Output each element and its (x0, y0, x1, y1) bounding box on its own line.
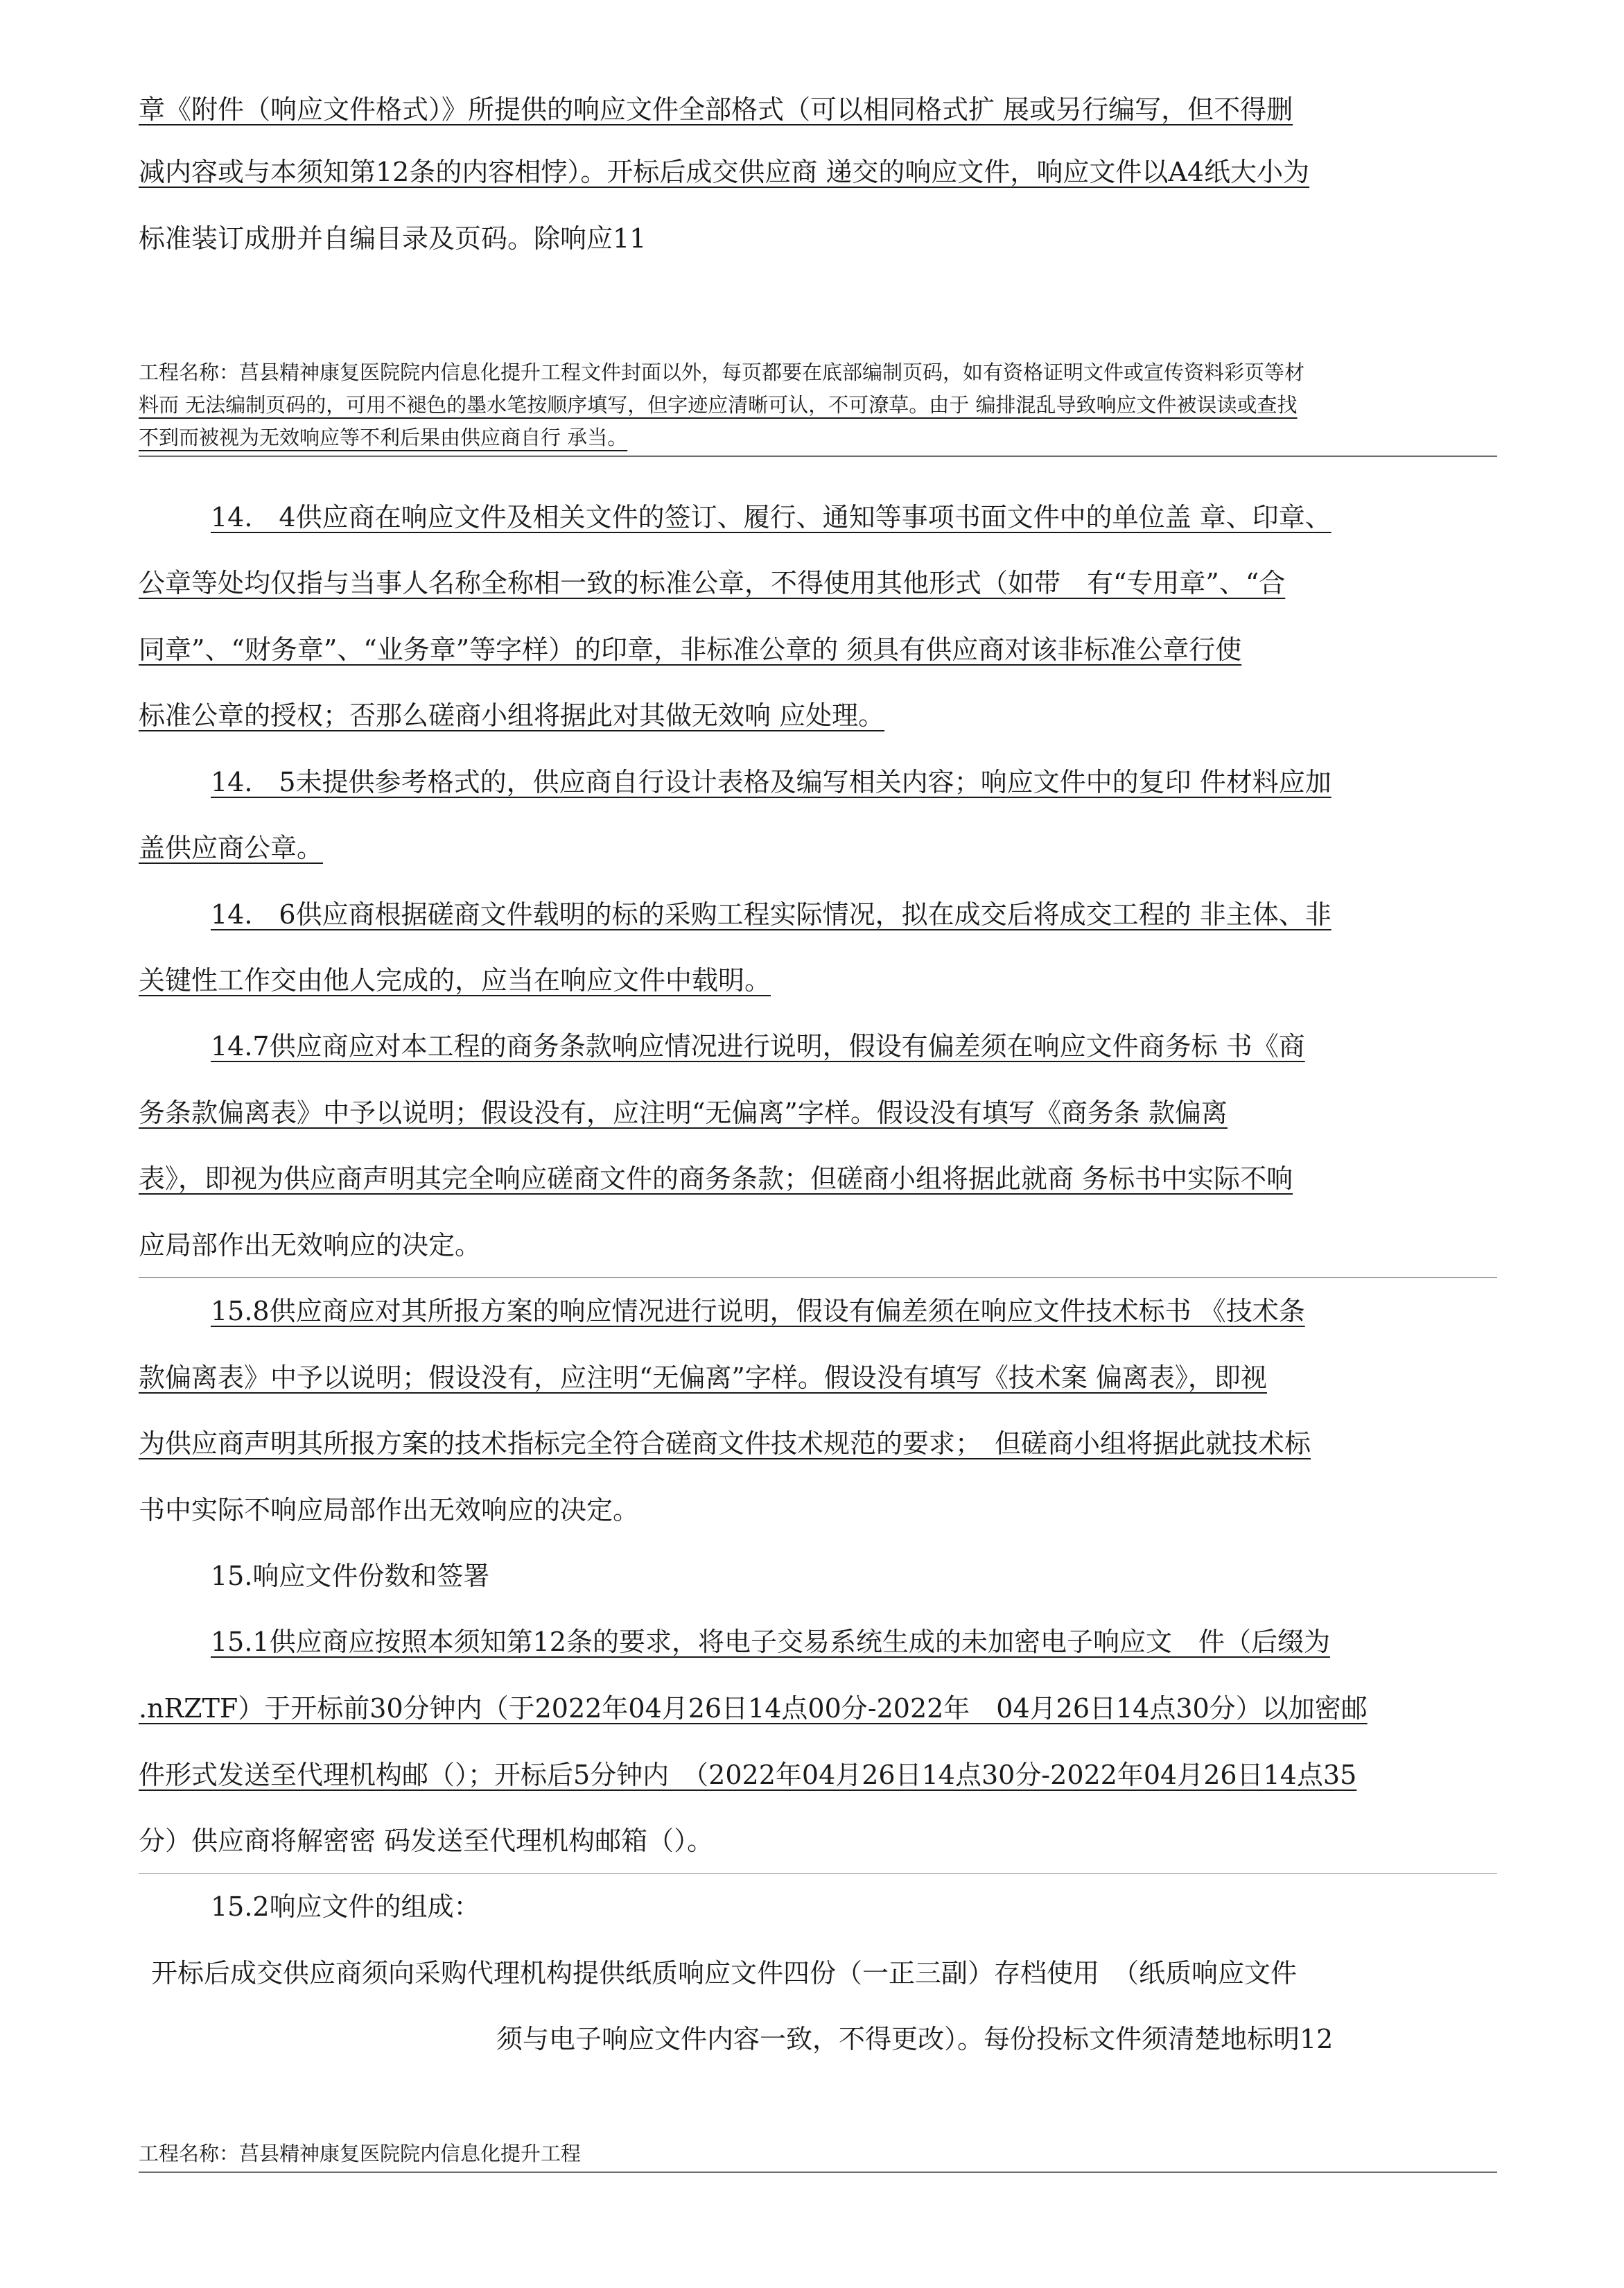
para-14-5-line-2: 盖供应商公章。 (139, 833, 324, 863)
para-15-8-line-3: 为供应商声明其所报方案的技术指标完全符合磋商文件技术规范的要求； 但磋商小组将据此就技术标 (139, 1428, 1311, 1459)
para-14-6-line-2: 关键性工作交由他人完成的，应当在响应文件中载明。 (139, 965, 771, 996)
closing-line-2: 须与电子响应文件内容一致，不得更改）。每份投标文件须清楚地标明12 (496, 2024, 1334, 2054)
para-14-4-line-4: 标准公章的授权；否那么磋商小组将据此对其做无效响 应处理。 (139, 700, 885, 731)
para-15-1-line-1: 15.1供应商应按照本须知第12条的要求，将电子交易系统生成的未加密电子响应文 件（后缀为 (211, 1627, 1330, 1657)
para-14-7-line-2: 务条款偏离表》中予以说明；假设没有，应注明“无偏离”字样。假设没有填写《商务条 款偏离 (139, 1098, 1228, 1128)
heading-15-2: 15.2响应文件的组成： (211, 1891, 480, 1922)
para-14-5-line-1: 14. 5未提供参考格式的，供应商自行设计表格及编写相关内容；响应文件中的复印 件材料应加 (211, 767, 1331, 797)
heading-15: 15.响应文件份数和签署 (211, 1561, 490, 1591)
para-15-1-line-2: .nRZTF）于开标前30分钟内（于2022年04月26日14点00分-2022年 04月26日14点30分）以加密邮 (139, 1693, 1368, 1724)
footer-rule (139, 2172, 1497, 2173)
header-note-line-1: 工程名称：莒县精神康复医院院内信息化提升工程文件封面以外，每页都要在底部编制页码，如有资格证明文件或宣传资料彩页等材 (139, 361, 1305, 384)
top-text-line-3: 标准装订成册并自编目录及页码。除响应11 (139, 223, 647, 254)
para-14-7-line-4: 应局部作出无效响应的决定。 (139, 1230, 482, 1260)
para-15-8-line-4: 书中实际不响应局部作出无效响应的决定。 (139, 1495, 640, 1525)
para-14-4-line-1: 14. 4供应商在响应文件及相关文件的签订、履行、通知等事项书面文件中的单位盖 章、印章、 (211, 502, 1331, 532)
header-note-line-3: 不到而被视为无效响应等不利后果由供应商自行 承当。 (139, 426, 628, 449)
header-rule (139, 456, 1497, 457)
header-note-line-2: 料而 无法编制页码的，可用不褪色的墨水笔按顺序填写，但字迹应清晰可认，不可潦草。由于 编排混乱导致响应文件被误读或查找 (139, 393, 1298, 417)
para-15-8-line-1: 15.8供应商应对其所报方案的响应情况进行说明，假设有偏差须在响应文件技术标书 《技术条 (211, 1296, 1305, 1326)
para-14-4-line-3: 同章”、“财务章”、“业务章”等字样）的印章，非标准公章的 须具有供应商对该非标准公章行使 (139, 634, 1242, 665)
para-14-4-line-2: 公章等处均仅指与当事人名称全称相一致的标准公章，不得使用其他形式（如带 有“专用章”、“合 (139, 568, 1286, 598)
para-14-7-line-1: 14.7供应商应对本工程的商务条款响应情况进行说明，假设有偏差须在响应文件商务标 书《商 (211, 1031, 1305, 1061)
closing-line-1: 开标后成交供应商须向采购代理机构提供纸质响应文件四份（一正三副）存档使用 （纸质响应文件 (151, 1958, 1298, 1988)
para-15-1-line-3: 件形式发送至代理机构邮（）；开标后5分钟内 （2022年04月26日14点30分-2022年04月26日14点35 (139, 1760, 1357, 1790)
para-14-7-line-3: 表》，即视为供应商声明其完全响应磋商文件的商务条款；但磋商小组将据此就商 务标书中实际不响 (139, 1163, 1293, 1194)
top-text-line-1: 章《附件（响应文件格式）》所提供的响应文件全部格式（可以相同格式扩 展或另行编写，但不得删 (139, 94, 1293, 125)
top-text-line-2: 减内容或与本须知第12条的内容相悖）。开标后成交供应商 递交的响应文件，响应文件以A4纸大小为 (139, 157, 1310, 187)
para-14-6-line-1: 14. 6供应商根据磋商文件载明的标的采购工程实际情况，拟在成交后将成交工程的 非主体、非 (211, 899, 1331, 930)
para-15-8-line-2: 款偏离表》中予以说明；假设没有，应注明“无偏离”字样。假设没有填写《技术案 偏离表》，即视 (139, 1362, 1267, 1393)
para-15-1-line-4: 分）供应商将解密密 码发送至代理机构邮箱（）。 (139, 1826, 714, 1856)
section-rule-2 (139, 1873, 1497, 1874)
section-rule-1 (139, 1277, 1497, 1278)
footer-project-name: 工程名称：莒县精神康复医院院内信息化提升工程 (139, 2142, 582, 2165)
